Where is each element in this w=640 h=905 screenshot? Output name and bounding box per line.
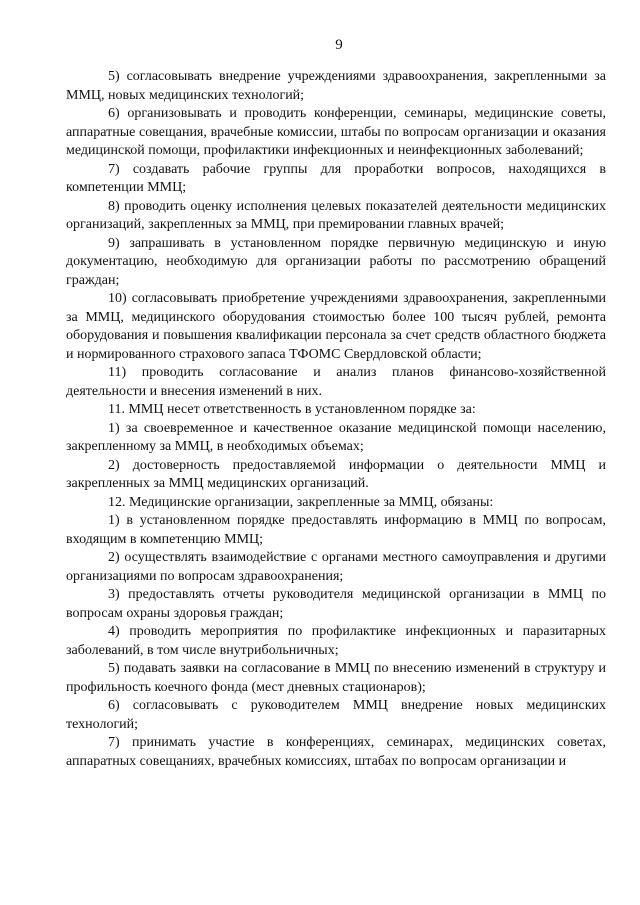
paragraph: 1) за своевременное и качественное оказание медицинской помощи населению, закрепленному за ММЦ, в необходимых объемах; — [66, 420, 606, 454]
paragraph: 2) достоверность предоставляемой информации о деятельности ММЦ и закрепленных за ММЦ медицинских организаций. — [66, 457, 606, 491]
paragraph: 7) принимать участие в конференциях, семинарах, медицинских советах, аппаратных совещаниях, врачебных комиссиях, штабах по вопросам организации и — [66, 735, 606, 769]
paragraph: 12. Медицинские организации, закрепленные за ММЦ, обязаны: — [108, 494, 494, 510]
paragraph: 6) организовывать и проводить конференции, семинары, медицинские советы, аппаратные совещания, врачебные комиссии, штабы по вопросам организации и оказания медицинской помощи, профилактики инфекционных и неинфекционных заболеваний; — [66, 106, 606, 158]
paragraph: 11. ММЦ несет ответственность в установленном порядке за: — [108, 402, 476, 417]
page-number: 9 — [335, 37, 343, 53]
paragraph: 8) проводить оценку исполнения целевых показателей деятельности медицинских организаций, закрепленных за ММЦ, при премировании главных врачей; — [66, 198, 606, 232]
paragraph: 3) предоставлять отчеты руководителя медицинской организации в ММЦ по вопросам охраны здоровья граждан; — [66, 587, 606, 621]
paragraph: 4) проводить мероприятия по профилактике инфекционных и паразитарных заболеваний, в том числе внутрибольничных; — [66, 624, 606, 658]
paragraph: 7) создавать рабочие группы для проработки вопросов, находящихся в компетенции ММЦ; — [66, 161, 606, 195]
paragraph: 1) в установленном порядке предоставлять информацию в ММЦ по вопросам, входящим в компетенцию ММЦ; — [66, 513, 606, 547]
paragraph: 2) осуществлять взаимодействие с органами местного самоуправления и другими организациями по вопросам здравоохранения; — [66, 550, 606, 584]
paragraph: 5) согласовывать внедрение учреждениями здравоохранения, закрепленными за ММЦ, новых медицинских технологий; — [66, 69, 606, 103]
paragraph: 6) согласовывать с руководителем ММЦ внедрение новых медицинских технологий; — [66, 698, 606, 732]
document-body — [66, 68, 606, 771]
paragraph: 9) запрашивать в установленном порядке первичную медицинскую и иную документацию, необходимую для организации работы по рассмотрению обращений граждан; — [66, 235, 606, 288]
paragraph: 10) согласовывать приобретение учреждениями здравоохранения, закрепленными за ММЦ, медицинского оборудования стоимостью более 100 тысяч рублей, ремонта оборудования и повышения квалификации персонала за счет средств областного бюджета и нормированного страхового запаса ТФОМС Свердловской области; — [66, 291, 606, 362]
paragraph: 11) проводить согласование и анализ планов финансово-хозяйственной деятельности и внесения изменений в них. — [66, 365, 606, 399]
paragraph: 5) подавать заявки на согласование в ММЦ по внесению изменений в структуру и профильность коечного фонда (мест дневных стационаров); — [66, 661, 606, 695]
